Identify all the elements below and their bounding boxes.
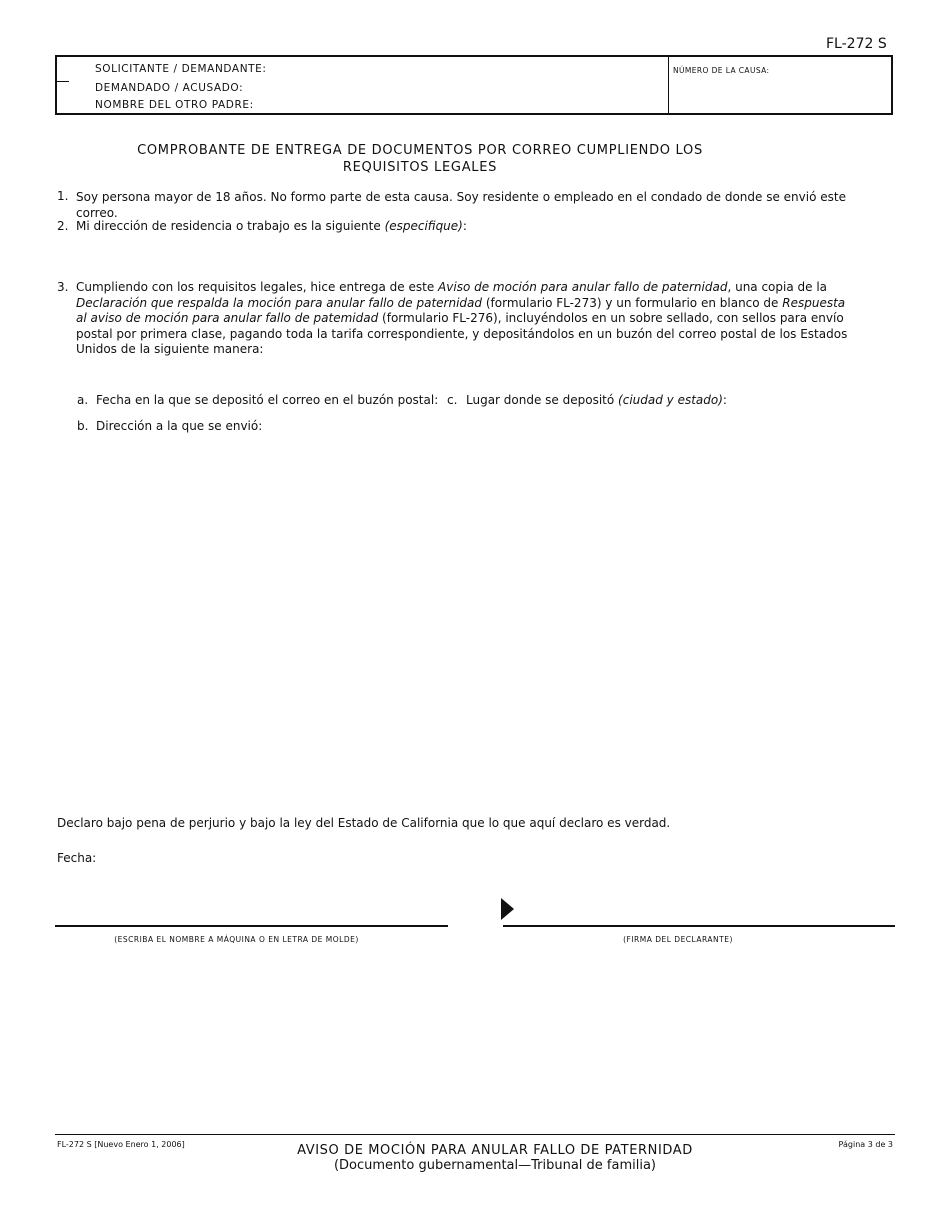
signature-label: (FIRMA DEL DECLARANTE) [623,935,733,944]
perjury-declaration: Declaro bajo pena de perjurio y bajo la ley del Estado de California que lo que aquí declaro es verdad. [57,816,671,830]
printed-name-line[interactable] [55,925,448,927]
item-2-text [76,219,856,235]
item-3a-letter: a. [77,393,89,407]
item-3-response-title: Respuesta al aviso de moción para anular fallo de patemidad [76,295,846,325]
signature-line[interactable] [503,925,895,927]
item-2-colon: : [462,219,467,233]
item-3-text [76,280,856,358]
case-caption-box [55,55,893,115]
item-3c-city-state: (ciudad y estado) [618,393,723,407]
item-3b-letter: b. [77,419,89,433]
printed-name-label: (ESCRIBA EL NOMBRE A MÁQUINA O EN LETRA DE MOLDE) [114,935,359,944]
form-number: FL-272 S [826,36,887,52]
item-1-number: 1. [57,189,69,203]
item-3-part-3: (formulario FL-273) y un formulario en blanco de [485,295,779,310]
caption-tick-mark [57,81,69,82]
sign-here-arrow-icon [501,898,514,920]
form-title: COMPROBANTE DE ENTREGA DE DOCUMENTOS POR CORREO CUMPLIENDO LOS REQUISITOS LEGALES [137,143,703,175]
item-3b-text: Dirección a la que se envió: [96,419,263,433]
item-3c-colon: : [722,393,727,407]
footer-form-revision: FL-272 S [Nuevo Enero 1, 2006] [57,1140,185,1149]
item-3-part-4: (formulario FL-276), incluyéndolos en un sobre sellado, con sellos para envío postal por primera clase, pagando toda la tarifa correspondiente, y depositándolos en un buzón del correo postal de los Estados Unidos de la siguiente manera: [76,311,848,356]
item-3-part-1: Cumpliendo con los requisitos legales, hice entrega de este [76,280,435,294]
item-2-number: 2. [57,219,69,233]
item-3c-main: Lugar donde se depositó [466,393,615,407]
case-number-label: NÚMERO DE LA CAUSA: [673,66,770,75]
item-3c-text [466,393,727,409]
respondent-label: DEMANDADO / ACUSADO: [95,82,244,94]
footer-title-block [250,1143,740,1173]
footer-page-number: Página 3 de 3 [838,1140,893,1149]
item-2-main: Mi dirección de residencia o trabajo es la siguiente [76,219,381,233]
item-3a-text: Fecha en la que se depositó el correo en el buzón postal: [96,393,439,407]
item-3-notice-title: Aviso de moción para anular fallo de paternidad [438,280,728,294]
other-parent-label: NOMBRE DEL OTRO PADRE: [95,99,254,111]
item-3-declaration-title: Declaración que respalda la moción para anular fallo de paternidad [76,295,483,310]
footer-title: AVISO DE MOCIÓN PARA ANULAR FALLO DE PATERNIDAD [297,1143,693,1158]
item-3-number: 3. [57,280,69,294]
item-2-specify: (especifique) [384,219,463,233]
footer-rule [55,1134,895,1135]
footer-subtitle: (Documento gubernamental—Tribunal de familia) [333,1158,657,1173]
item-3c-letter: c. [447,393,458,407]
item-3-part-2: , una copia de la [727,280,828,294]
item-1-text: Soy persona mayor de 18 años. No formo parte de esta causa. Soy residente o empleado en el condado de donde se envió este correo. [76,190,846,220]
date-label: Fecha: [57,851,97,865]
petitioner-label: SOLICITANTE / DEMANDANTE: [95,63,267,75]
caption-divider [668,57,669,113]
